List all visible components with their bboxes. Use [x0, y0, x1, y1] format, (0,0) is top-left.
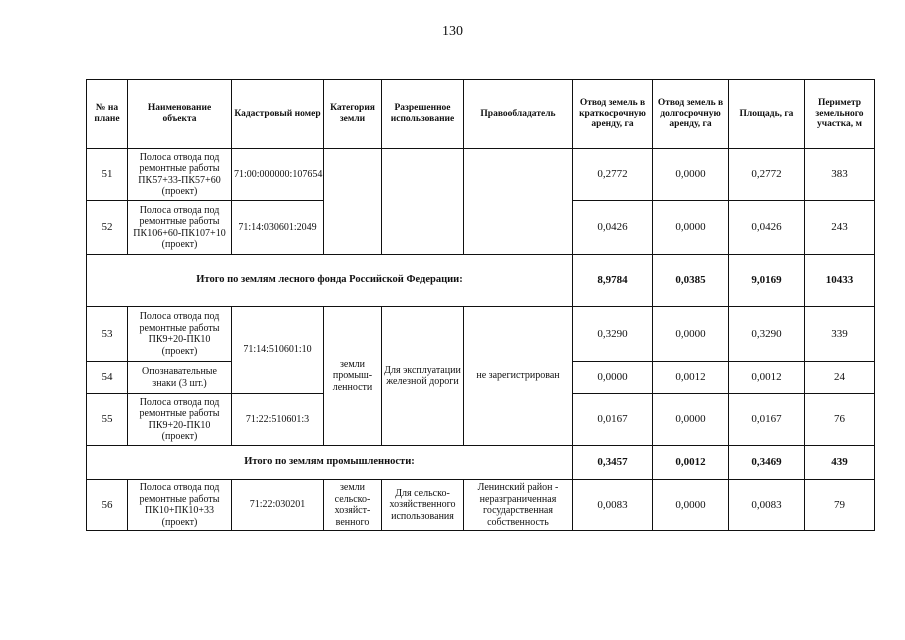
total-label: Итого по землям лесного фонда Российской Федерации:: [87, 255, 573, 307]
header-cadastral: Кадастровый номер: [232, 80, 324, 149]
table-row: [87, 480, 875, 531]
row-perimeter: 79: [805, 480, 875, 531]
row-area: 0,2772: [729, 149, 805, 201]
row-category-empty: [324, 149, 382, 255]
total-long-term: 0,0012: [653, 446, 729, 480]
header-row: [87, 80, 875, 149]
total-label: Итого по землям промышленности:: [87, 446, 573, 480]
row-area: 0,0167: [729, 394, 805, 446]
row-no: 51: [87, 149, 128, 201]
row-area: 0,0426: [729, 201, 805, 255]
row-use-empty: [382, 149, 464, 255]
header-no: № на плане: [87, 80, 128, 149]
total-area: 0,3469: [729, 446, 805, 480]
group-cadastral: 71:14:510601:10: [232, 307, 324, 394]
row-short-term: 0,2772: [573, 149, 653, 201]
row-perimeter: 339: [805, 307, 875, 362]
row-no: 56: [87, 480, 128, 531]
group-owner: не зарегистрирован: [464, 307, 573, 446]
row-short-term: 0,0083: [573, 480, 653, 531]
row-cadastral: 71:00:000000:107654: [232, 149, 324, 201]
row-perimeter: 76: [805, 394, 875, 446]
group-category: земли промыш-ленности: [324, 307, 382, 446]
row-area: 0,0012: [729, 362, 805, 394]
row-cadastral: 71:22:030201: [232, 480, 324, 531]
row-no: 54: [87, 362, 128, 394]
row-no: 55: [87, 394, 128, 446]
row-name: Полоса отвода под ремонтные работы ПК57+33-ПК57+60 (проект): [128, 149, 232, 201]
row-perimeter: 383: [805, 149, 875, 201]
land-allocation-table: [86, 79, 875, 531]
total-perimeter: 10433: [805, 255, 875, 307]
row-short-term: 0,3290: [573, 307, 653, 362]
table-row: [87, 149, 875, 201]
row-name: Полоса отвода под ремонтные работы ПК106+60-ПК107+10 (проект): [128, 201, 232, 255]
header-owner: Правообладатель: [464, 80, 573, 149]
total-short-term: 8,9784: [573, 255, 653, 307]
row-short-term: 0,0000: [573, 362, 653, 394]
row-area: 0,0083: [729, 480, 805, 531]
total-row-industry: [87, 446, 875, 480]
header-name: Наименование объекта: [128, 80, 232, 149]
row-long-term: 0,0012: [653, 362, 729, 394]
row-short-term: 0,0167: [573, 394, 653, 446]
header-use: Разрешенное использование: [382, 80, 464, 149]
total-perimeter: 439: [805, 446, 875, 480]
row-name: Опознавательные знаки (3 шт.): [128, 362, 232, 394]
row-no: 52: [87, 201, 128, 255]
header-short-term: Отвод земель в краткосрочную аренду, га: [573, 80, 653, 149]
row-long-term: 0,0000: [653, 307, 729, 362]
row-name: Полоса отвода под ремонтные работы ПК9+20-ПК10 (проект): [128, 394, 232, 446]
row-owner: Ленинский район - неразграниченная государственная собственность: [464, 480, 573, 531]
row-long-term: 0,0000: [653, 149, 729, 201]
header-area: Площадь, га: [729, 80, 805, 149]
row-name: Полоса отвода под ремонтные работы ПК10+ПК10+33 (проект): [128, 480, 232, 531]
row-long-term: 0,0000: [653, 480, 729, 531]
total-short-term: 0,3457: [573, 446, 653, 480]
row-short-term: 0,0426: [573, 201, 653, 255]
header-perimeter: Периметр земельного участка, м: [805, 80, 875, 149]
row-perimeter: 243: [805, 201, 875, 255]
row-name: Полоса отвода под ремонтные работы ПК9+20-ПК10 (проект): [128, 307, 232, 362]
group-use: Для эксплуатации железной дороги: [382, 307, 464, 446]
header-long-term: Отвод земель в долгосрочную аренду, га: [653, 80, 729, 149]
table-row: [87, 307, 875, 362]
total-row-forest: [87, 255, 875, 307]
row-no: 53: [87, 307, 128, 362]
row-long-term: 0,0000: [653, 201, 729, 255]
row-long-term: 0,0000: [653, 394, 729, 446]
total-area: 9,0169: [729, 255, 805, 307]
row-cadastral: 71:14:030601:2049: [232, 201, 324, 255]
row-cadastral: 71:22:510601:3: [232, 394, 324, 446]
row-category: земли сельско-хозяйст-венного: [324, 480, 382, 531]
row-owner-empty: [464, 149, 573, 255]
row-area: 0,3290: [729, 307, 805, 362]
header-category: Категория земли: [324, 80, 382, 149]
row-use: Для сельско-хозяйственного использования: [382, 480, 464, 531]
page-number: 130: [442, 24, 463, 39]
total-long-term: 0,0385: [653, 255, 729, 307]
row-perimeter: 24: [805, 362, 875, 394]
